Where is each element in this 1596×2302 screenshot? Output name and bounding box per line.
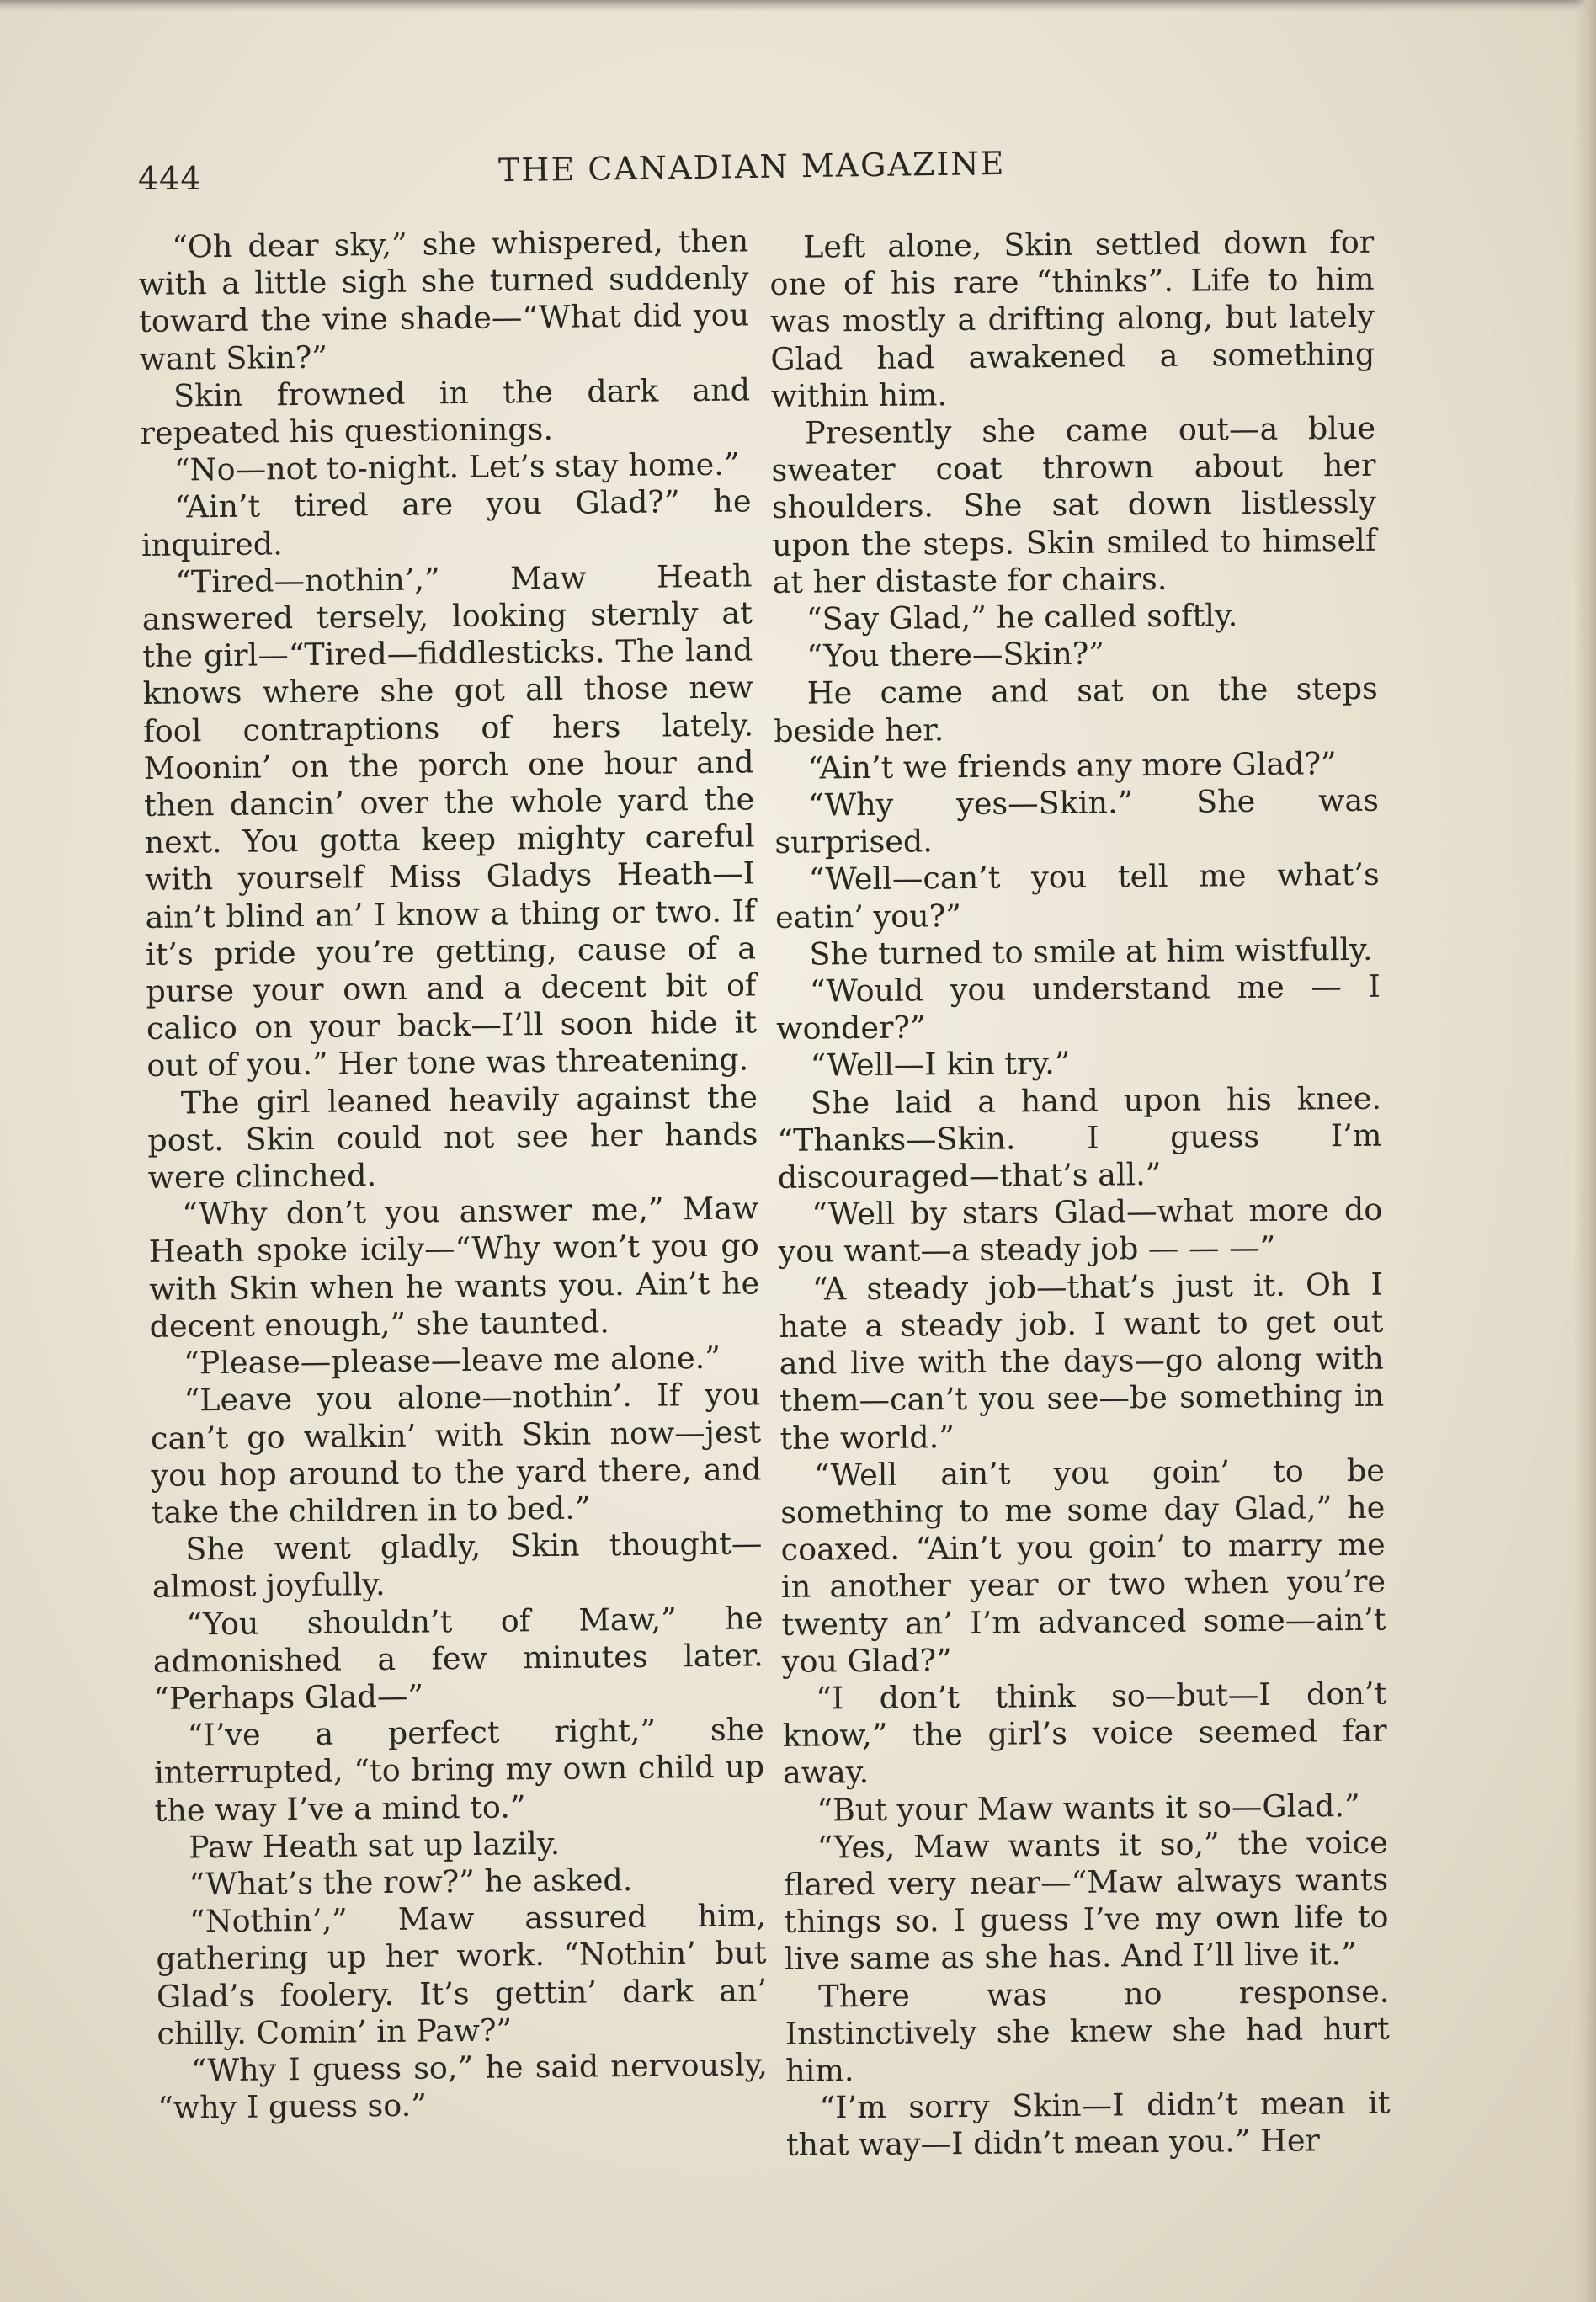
- paragraph: “Well—I kin try.”: [810, 1045, 1071, 1084]
- paragraph: “Please—please—leave me alone.”: [183, 1339, 721, 1382]
- paragraph: “I’ve a perfect right,” she interrupted, “to bring my own child up the way I’ve a mind to.”: [153, 1711, 765, 1829]
- paragraph: “Tired—nothin’,” Maw Heath answered tersely, looking sternly at the girl—“Tired—fiddlesticks. The land knows where she got all those new fool contraptions of hers lately. Moonin’ on the porch one hour and then dancin’ over the whole yard the next. You gotta keep mighty careful with yourself Miss Gladys Heath—I ain’t blind an’ I know a thing or two. If it’s pride you’re getting, cause of a purse your own and a decent bit of calico on your back—I’ll soon hide it out of you.” Her tone was threatening.: [141, 557, 758, 1084]
- running-head: THE CANADIAN MAGAZINE: [497, 144, 1006, 189]
- paragraph: “Why I guess so,” he said nervously, “why I guess so.”: [157, 2046, 769, 2127]
- paragraph: “A steady job—that’s just it. Oh I hate a steady job. I want to get out and live with the days—go along with them—can’t you see—be something in the world.”: [779, 1266, 1385, 1457]
- paragraph: “I’m sorry Skin—I didn’t mean it that way—I didn’t mean you.” Her: [785, 2084, 1391, 2164]
- paragraph: “Oh dear sky,” she whispered, then with a little sigh she turned suddenly toward the vine shade—“What did you want Skin?”: [138, 222, 750, 377]
- paragraph: “Ain’t we friends any more Glad?”: [807, 744, 1337, 786]
- left-column: [138, 222, 769, 2127]
- paragraph: “I don’t think so—but—I don’t know,” the girl’s voice seemed far away.: [782, 1675, 1387, 1792]
- paragraph: He came and sat on the steps beside her.: [774, 670, 1378, 749]
- paragraph: “Say Glad,” he called softly.: [806, 597, 1238, 637]
- paragraph: She laid a hand upon his knee. “Thanks—Skin. I guess I’m discouraged—that’s all.”: [777, 1079, 1382, 1196]
- paragraph: “Well by stars Glad—what more do you want—a steady job — — —”: [778, 1191, 1383, 1271]
- paragraph: “Would you understand me — I wonder?”: [776, 967, 1381, 1047]
- right-column: [769, 224, 1391, 2165]
- paragraph: “You there—Skin?”: [806, 635, 1105, 674]
- paragraph: Presently she came out—a blue sweater coat thrown about her shoulders. She sat down listlessly upon the steps. Skin smiled to himself at her distaste for chairs.: [771, 409, 1377, 600]
- paragraph: “Nothin’,” Maw assured him, gathering up her work. “Nothin’ but Glad’s foolery. It’s gettin’ dark an’ chilly. Comin’ in Paw?”: [156, 1897, 768, 2052]
- paragraph: “Why yes—Skin.” She was surprised.: [774, 781, 1380, 861]
- page-right-edge: [1574, 0, 1596, 2302]
- page-header: [135, 143, 1381, 202]
- paragraph: “Ain’t tired are you Glad?” he inquired.: [141, 482, 752, 563]
- paragraph: “What’s the row?” he asked.: [189, 1861, 633, 1903]
- paragraph: “Leave you alone—nothin’. If you can’t go walkin’ with Skin now—jest you hop around to the yard there, and take the children in to bed.”: [150, 1376, 762, 1531]
- paragraph: She went gladly, Skin thought—almost joyfully.: [152, 1525, 763, 1606]
- paragraph: “Why don’t you answer me,” Maw Heath spoke icily—“Why won’t you go with Skin when he wants you. Ain’t he decent enough,” she taunted.: [148, 1190, 760, 1345]
- paragraph: She turned to smile at him wistfully.: [809, 930, 1373, 972]
- paragraph: “Well ain’t you goin’ to be something to me some day Glad,” he coaxed. “Ain’t you goin’ to marry me in another year or two when you’re twenty an’ I’m advanced some—ain’t you Glad?”: [780, 1452, 1386, 1680]
- paragraph: Skin frowned in the dark and repeated his questionings.: [140, 371, 751, 452]
- paragraph: There was no response. Instinctively she knew she had hurt him.: [785, 1973, 1390, 2089]
- paragraph: “No—not to-night. Let’s stay home.”: [173, 445, 740, 488]
- page-number: 444: [138, 160, 202, 197]
- page-top-edge: [0, 0, 1596, 12]
- paragraph: Left alone, Skin settled down for one of his rare “thinks”. Life to him was mostly a drifting along, but lately Glad had awakened a something within him.: [769, 223, 1375, 414]
- paragraph: “Well—can’t you tell me what’s eatin’ you?”: [774, 856, 1380, 935]
- paragraph: “You shouldn’t of Maw,” he admonished a few minutes later. “Perhaps Glad—”: [152, 1599, 764, 1717]
- paragraph: Paw Heath sat up lazily.: [188, 1825, 561, 1866]
- paragraph: The girl leaned heavily against the post. Skin could not see her hands were clinched.: [147, 1079, 758, 1196]
- paragraph: “But your Maw wants it so—Glad.”: [817, 1787, 1360, 1829]
- paragraph: “Yes, Maw wants it so,” the voice flared very near—“Maw always wants things so. I guess I’ve my own life to live same as she has. And I’ll live it.”: [783, 1824, 1389, 1978]
